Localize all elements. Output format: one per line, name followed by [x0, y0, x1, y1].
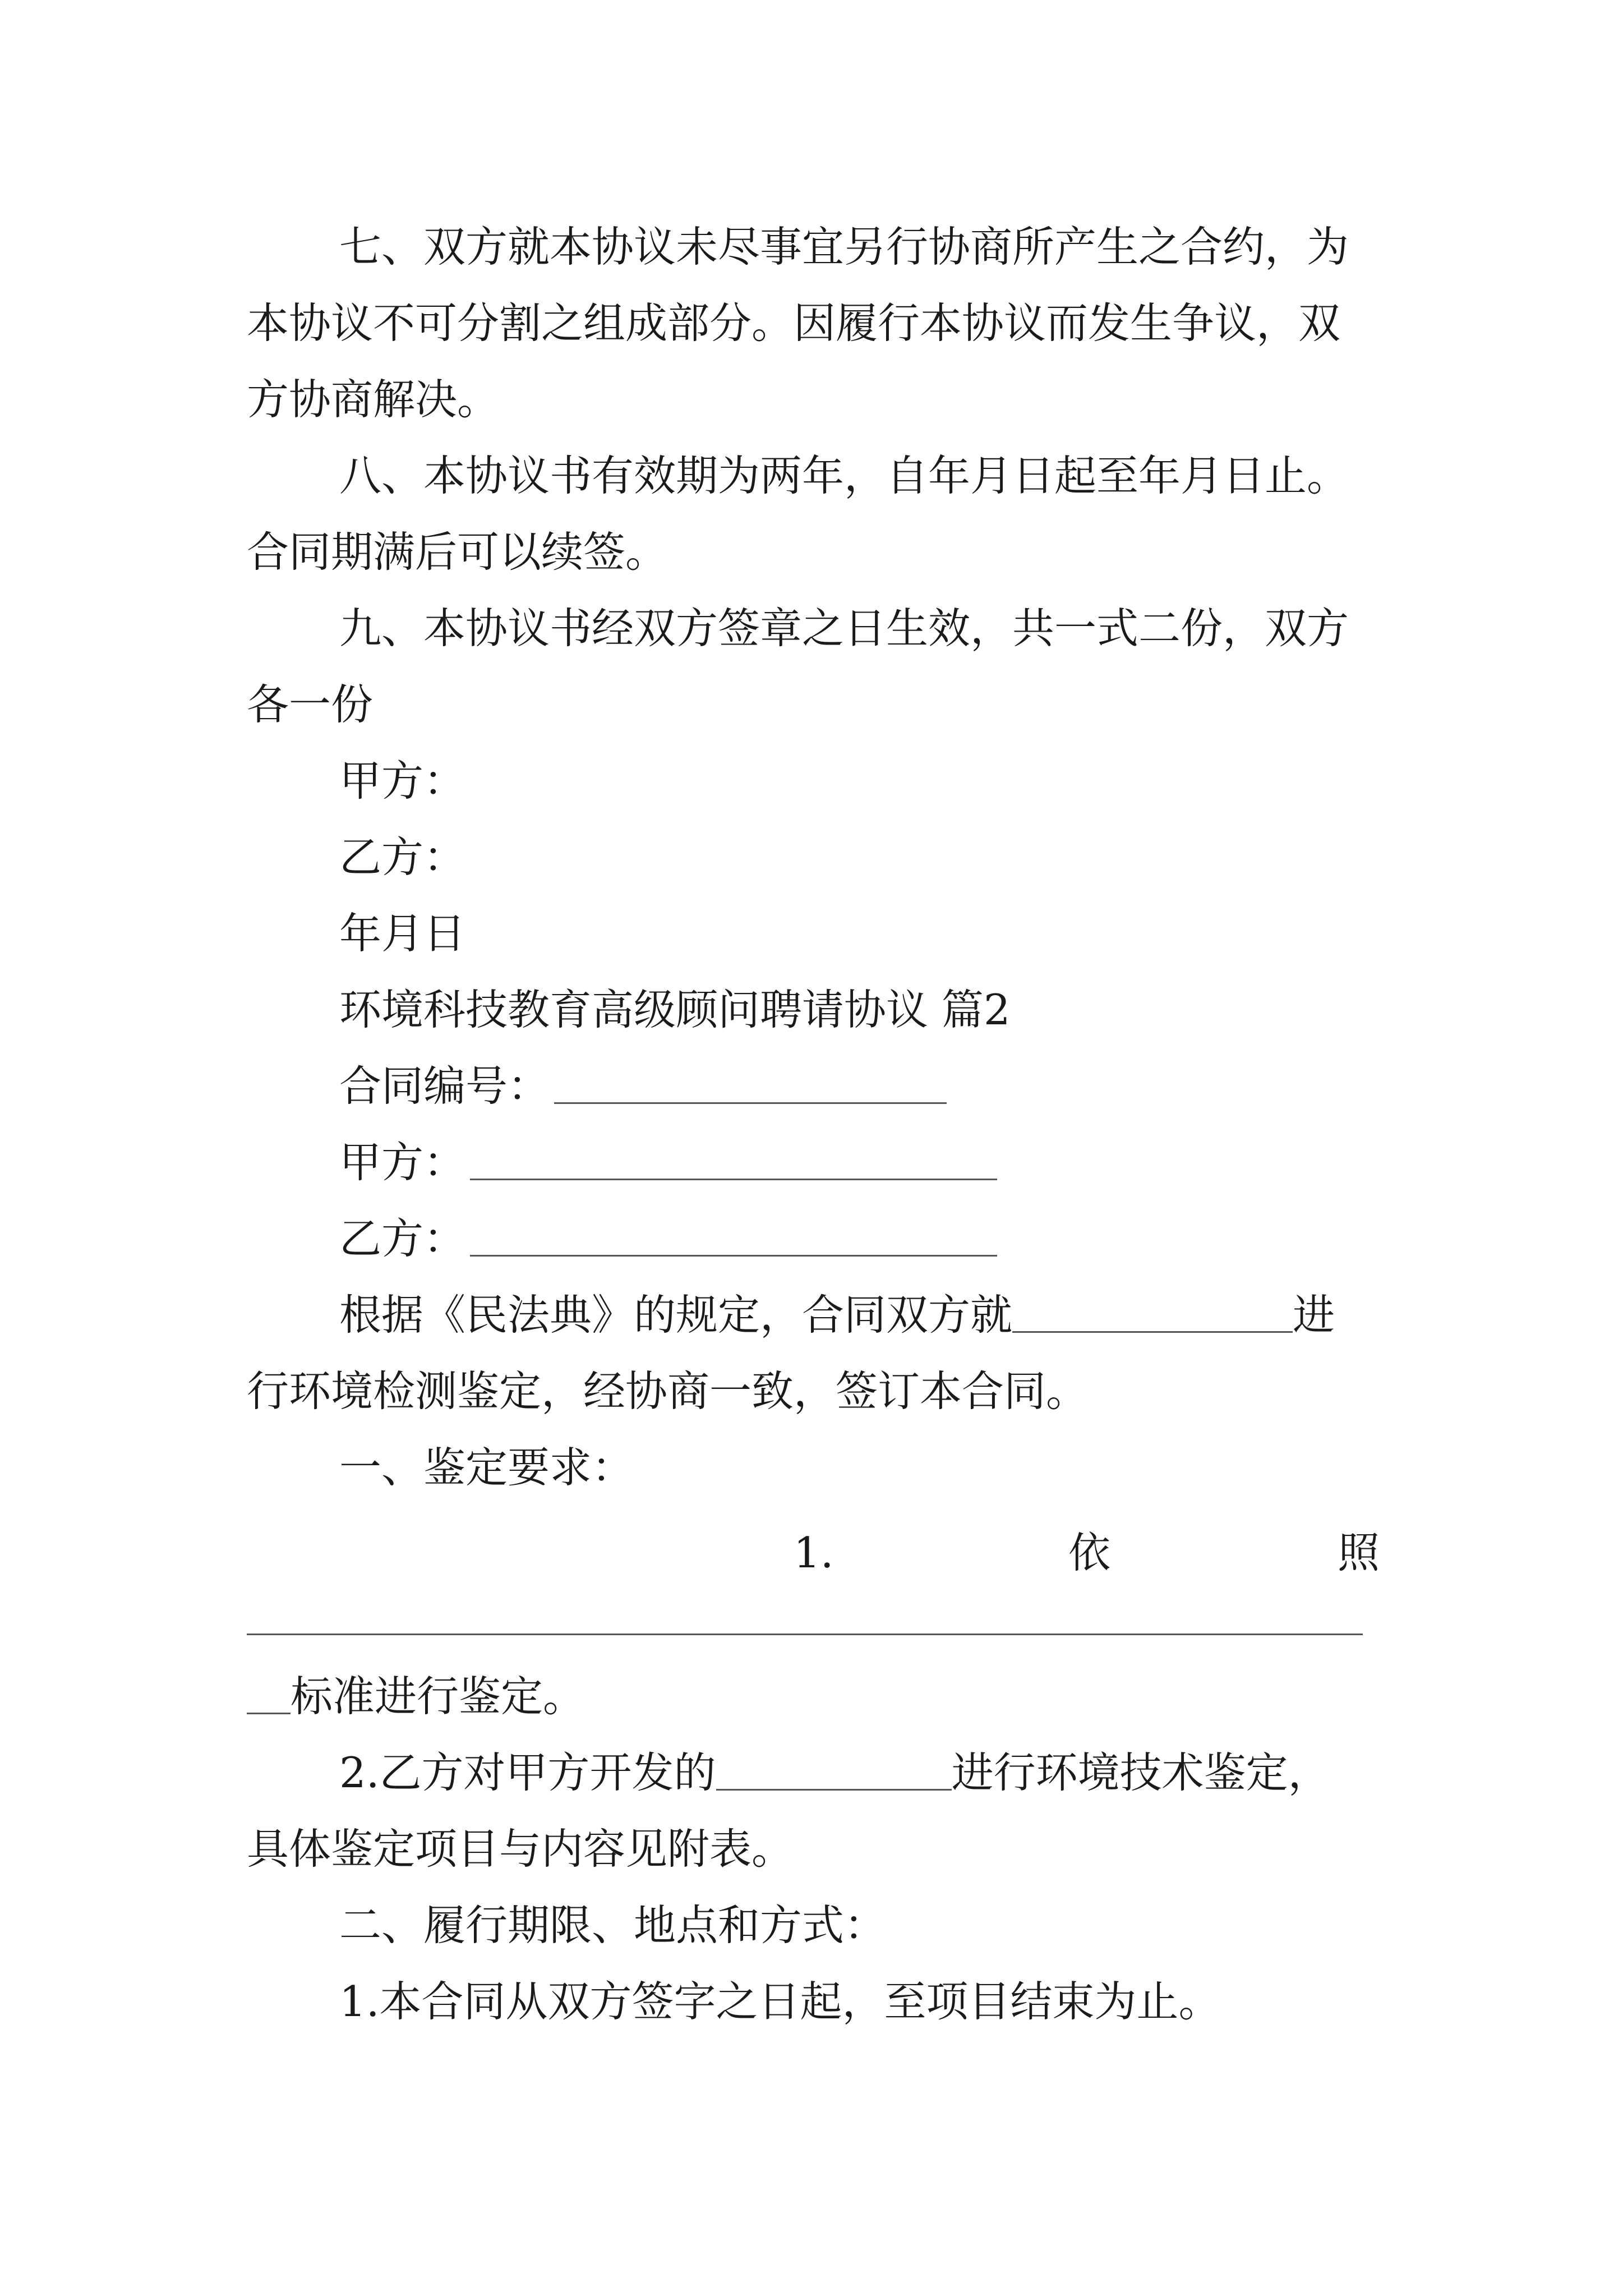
development-blank	[716, 1755, 952, 1791]
clause-9-line-1: 九、本协议书经双方签章之日生效，共一式二份，双方	[339, 604, 1349, 653]
req-1-tail: 标准进行鉴定。	[291, 1672, 585, 1721]
req-2-text-end: 进行环境技术鉴定，	[951, 1748, 1330, 1797]
req-2-line-1	[339, 1734, 1330, 1811]
party-b-label: 乙方：	[339, 1214, 466, 1263]
intro-text-end: 进	[1293, 1290, 1335, 1340]
standard-blank-line	[247, 1634, 1363, 1635]
term-item-1: 1.本合同从双方签字之日起，至项目结束为止。	[339, 1977, 1221, 2026]
req-1-number: 1.	[794, 1528, 834, 1577]
clause-9-line-2: 各一份	[247, 680, 374, 729]
party-a-label: 甲方：	[339, 1138, 466, 1187]
party-b-row	[339, 1200, 997, 1277]
intro-line-1	[339, 1277, 1335, 1353]
req-2-text-start: 2.乙方对甲方开发的	[339, 1748, 716, 1797]
term-heading: 二、履行期限、地点和方式：	[339, 1901, 887, 1950]
signature-date: 年月日	[339, 909, 466, 958]
party-a-blank	[470, 1145, 997, 1180]
intro-text-start: 根据《民法典》的规定，合同双方就	[339, 1290, 1013, 1340]
req-1-word-1: 依	[1068, 1528, 1111, 1577]
signature-party-b: 乙方：	[339, 832, 466, 882]
clause-7-line-2: 本协议不可分割之组成部分。因履行本协议而发生争议，双	[247, 298, 1341, 348]
signature-party-a: 甲方：	[339, 756, 466, 806]
section-2-heading: 环境科技教育高级顾问聘请协议 篇2	[339, 985, 1011, 1034]
clause-7-line-1: 七、双方就本协议未尽事宜另行协商所产生之合约，为	[339, 222, 1349, 272]
requirements-heading: 一、鉴定要求：	[339, 1443, 634, 1492]
clause-8-line-2: 合同期满后可以续签。	[247, 527, 668, 577]
contract-number-label: 合同编号：	[339, 1061, 550, 1111]
clause-8-line-1: 八、本协议书有效期为两年，自年月日起至年月日止。	[339, 451, 1349, 500]
contract-number-row	[339, 1048, 947, 1124]
req-1-word-2: 照	[1338, 1528, 1380, 1577]
req-2-line-2: 具体鉴定项目与内容见附表。	[247, 1824, 794, 1874]
party-b-blank	[470, 1221, 997, 1257]
req-1-tail-row	[247, 1658, 585, 1734]
contract-number-blank	[554, 1069, 947, 1104]
project-blank	[1012, 1297, 1293, 1333]
clause-7-line-3: 方协商解决。	[247, 375, 500, 424]
party-a-row	[339, 1124, 997, 1200]
intro-line-2: 行环境检测鉴定，经协商一致，签订本合同。	[247, 1366, 1089, 1416]
standard-blank-tail	[247, 1679, 291, 1714]
